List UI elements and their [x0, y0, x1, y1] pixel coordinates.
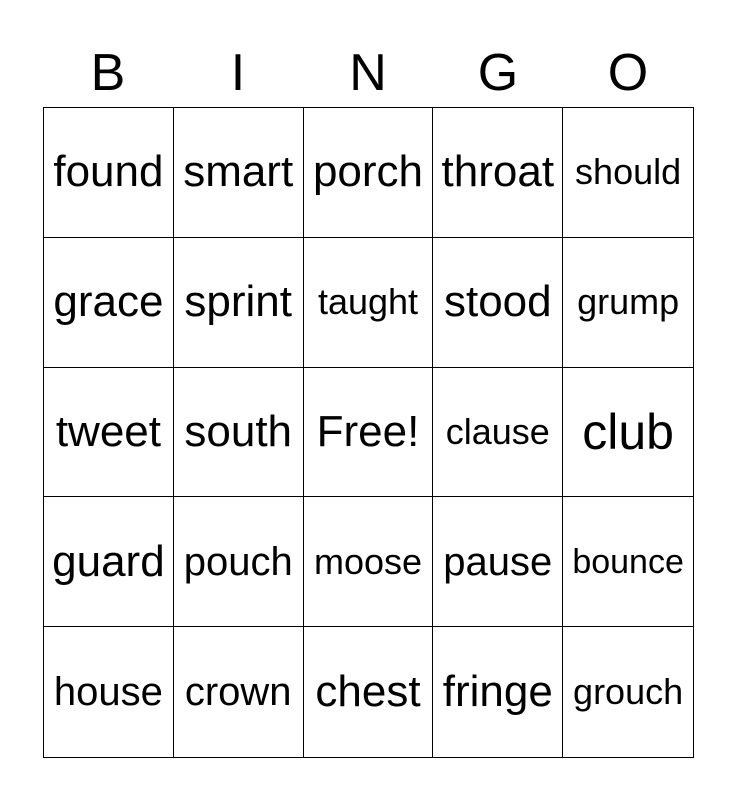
cell-word: bounce: [572, 542, 684, 581]
cell-word: pouch: [183, 539, 293, 584]
cell-word: should: [575, 151, 682, 193]
bingo-cell[interactable]: [563, 497, 693, 627]
free-space-cell[interactable]: [304, 368, 434, 498]
cell-word: found: [53, 147, 164, 197]
cell-word: club: [582, 403, 674, 460]
cell-word: south: [184, 406, 293, 456]
cell-word: guard: [52, 536, 165, 586]
bingo-cell[interactable]: [44, 238, 174, 368]
cell-word: stood: [443, 277, 552, 327]
header-letter-o: O: [607, 44, 649, 102]
bingo-cell[interactable]: [304, 627, 434, 757]
header-letter-b: B: [90, 44, 126, 102]
cell-word: taught: [317, 281, 419, 323]
bingo-cell[interactable]: [433, 108, 563, 238]
cell-word: tweet: [55, 406, 161, 456]
cell-word: pause: [443, 539, 553, 584]
cell-word: moose: [313, 540, 423, 582]
cell-word: grouch: [573, 671, 684, 713]
bingo-board: [43, 107, 694, 758]
cell-word: clause: [445, 410, 550, 452]
bingo-cell[interactable]: [44, 497, 174, 627]
bingo-cell[interactable]: [433, 497, 563, 627]
bingo-cell[interactable]: [433, 627, 563, 757]
cell-word: grump: [577, 281, 680, 323]
bingo-cell[interactable]: [174, 627, 304, 757]
bingo-header: [43, 40, 693, 106]
cell-word: crown: [184, 670, 292, 715]
bingo-cell[interactable]: [174, 108, 304, 238]
cell-word: smart: [183, 147, 294, 197]
bingo-cell[interactable]: [304, 108, 434, 238]
bingo-cell[interactable]: [563, 368, 693, 498]
bingo-cell[interactable]: [563, 108, 693, 238]
header-letter-n: N: [349, 44, 387, 102]
cell-word: porch: [312, 147, 424, 197]
bingo-cell[interactable]: [563, 238, 693, 368]
cell-word: house: [53, 670, 163, 715]
bingo-cell[interactable]: [174, 497, 304, 627]
cell-word: throat: [441, 147, 555, 197]
bingo-cell[interactable]: [304, 497, 434, 627]
bingo-cell[interactable]: [174, 238, 304, 368]
header-letter-g: G: [477, 44, 519, 102]
free-space-label: Free!: [316, 406, 420, 456]
bingo-cell[interactable]: [563, 627, 693, 757]
bingo-cell[interactable]: [44, 108, 174, 238]
cell-word: sprint: [184, 277, 292, 327]
bingo-cell[interactable]: [174, 368, 304, 498]
bingo-cell[interactable]: [44, 368, 174, 498]
bingo-cell[interactable]: [304, 238, 434, 368]
bingo-cell[interactable]: [44, 627, 174, 757]
bingo-cell[interactable]: [433, 238, 563, 368]
cell-word: grace: [53, 277, 164, 327]
header-letter-i: I: [230, 44, 246, 102]
cell-word: chest: [315, 667, 421, 717]
cell-word: fringe: [442, 667, 553, 717]
bingo-cell[interactable]: [433, 368, 563, 498]
